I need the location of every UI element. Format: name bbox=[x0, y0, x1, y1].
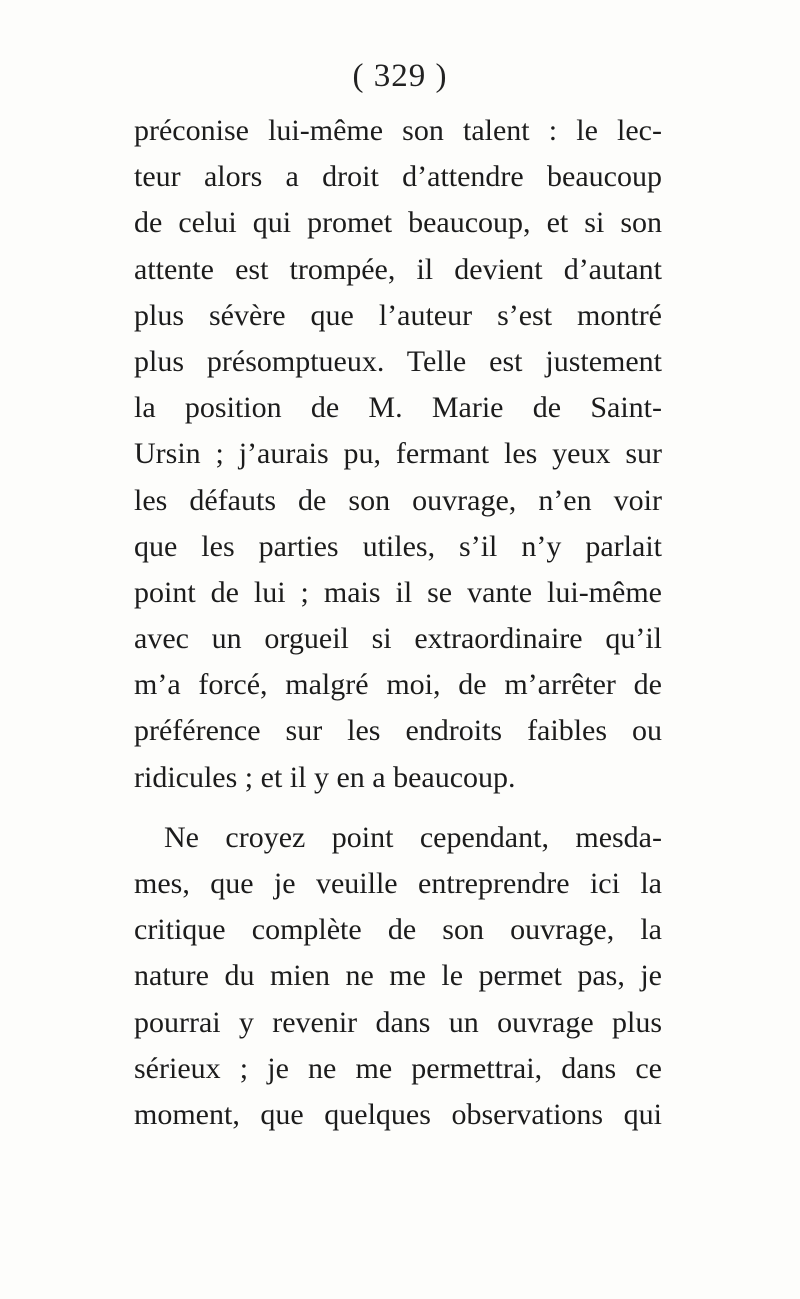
page-number: ( 329 ) bbox=[352, 58, 448, 94]
text-line: avec un orgueil si extraordinaire qu’il bbox=[134, 622, 662, 656]
text-line: sérieux ; je ne me permettrai, dans ce bbox=[134, 1051, 662, 1085]
text-line: que les parties utiles, s’il n’y parlait bbox=[134, 529, 662, 563]
text-line: plus sévère que l’auteur s’est montré bbox=[134, 298, 662, 332]
text-line: la position de M. Marie de Saint- bbox=[134, 391, 662, 425]
text-line: m’a forcé, malgré moi, de m’arrêter de bbox=[134, 668, 662, 702]
text-line: attente est trompée, il devient d’autant bbox=[134, 252, 662, 286]
text-line: plus présomptueux. Telle est justement bbox=[134, 344, 662, 378]
text-line: critique complète de son ouvrage, la bbox=[134, 913, 662, 947]
text-line: préférence sur les endroits faibles ou bbox=[134, 714, 662, 748]
text-line: pourrai y revenir dans un ouvrage plus bbox=[134, 1005, 662, 1039]
paragraph-gap bbox=[134, 801, 662, 815]
text-line: Ursin ; j’aurais pu, fermant les yeux sur bbox=[134, 437, 662, 471]
paragraph-2 bbox=[134, 815, 662, 1138]
text-line: moment, que quelques observations qui bbox=[134, 1097, 662, 1131]
text-line: mes, que je veuille entreprendre ici la bbox=[134, 867, 662, 900]
text-line: de celui qui promet beaucoup, et si son bbox=[134, 206, 662, 240]
text-line: les défauts de son ouvrage, n’en voir bbox=[134, 483, 662, 517]
paragraph-1 bbox=[134, 108, 662, 801]
text-line: teur alors a droit d’attendre beaucoup bbox=[134, 160, 662, 194]
text-line: ridicules ; et il y en a beaucoup. bbox=[134, 760, 516, 794]
text-line: Ne croyez point cependant, mesda- bbox=[164, 820, 662, 854]
text-line: préconise lui-même son talent : le lec- bbox=[134, 114, 662, 147]
text-line: point de lui ; mais il se vante lui-même bbox=[134, 575, 662, 609]
text-line: nature du mien ne me le permet pas, je bbox=[134, 959, 662, 993]
body-text bbox=[134, 108, 662, 1138]
